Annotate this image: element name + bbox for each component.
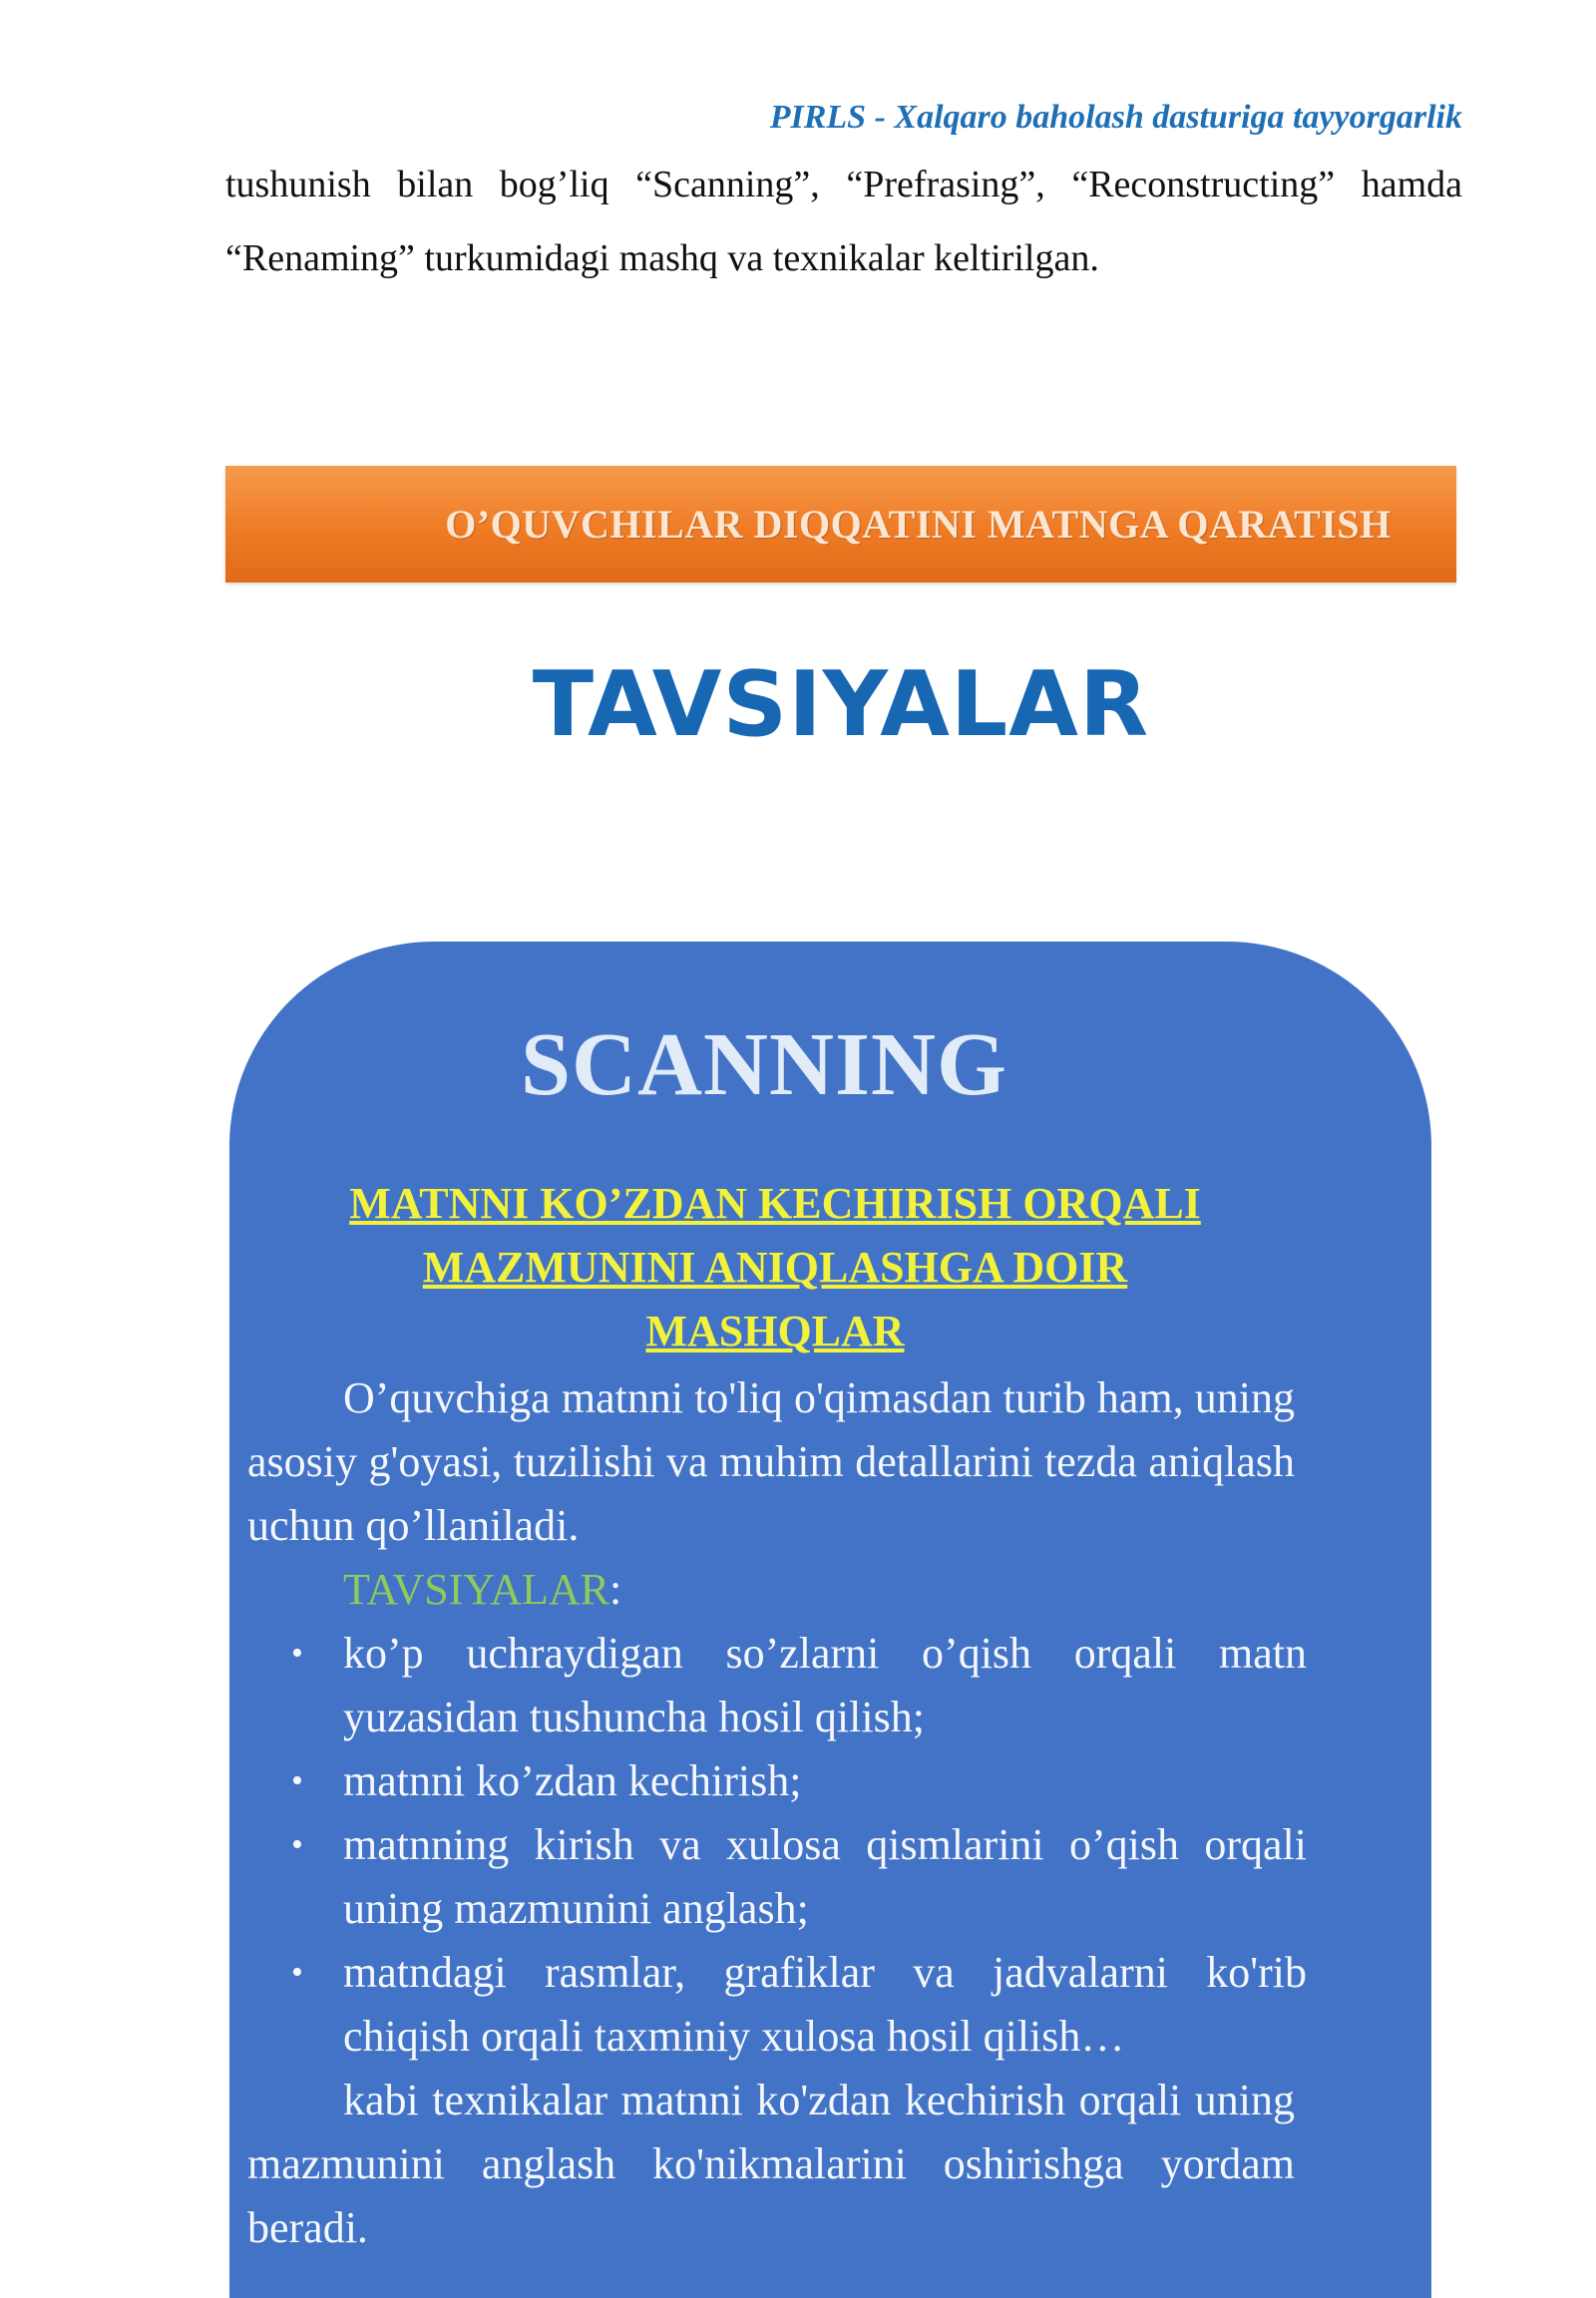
list-item-text: matnning kirish va xulosa qismlarini o’qish orqali uning mazmunini anglash; <box>343 1820 1307 1933</box>
subtitle-line: MASHQLAR <box>645 1307 905 1355</box>
bullet-icon: • <box>291 1826 303 1863</box>
bullet-icon: • <box>291 1762 303 1799</box>
list-item <box>247 1749 1307 1813</box>
list-item <box>247 1813 1307 1941</box>
scanning-title: SCANNING <box>520 1015 1008 1114</box>
recommendations-heading: TAVSIYALAR <box>532 652 1150 757</box>
recommendations-label-colon: : <box>609 1565 622 1614</box>
list-item <box>247 1941 1307 2069</box>
bullet-icon: • <box>291 1954 303 1991</box>
list-item <box>247 1622 1307 1749</box>
list-item-text: matndagi rasmlar, grafiklar va jadvalarni ko'rib chiqish orqali taxminiy xulosa hosil qilish… <box>343 1948 1307 2061</box>
subtitle-line: MAZMUNINI ANIQLASHGA DOIR <box>422 1243 1128 1292</box>
scanning-subtitle <box>261 1172 1289 1363</box>
recommendations-label <box>343 1558 621 1622</box>
recommendations-list <box>247 1622 1307 2069</box>
subtitle-line: MATNNI KO’ZDAN KECHIRISH ORQALI <box>349 1179 1201 1228</box>
list-item-text: ko’p uchraydigan so’zlarni o’qish orqali matn yuzasidan tushuncha hosil qilish; <box>343 1629 1307 1741</box>
intro-paragraph: tushunish bilan bog’liq “Scanning”, “Prefrasing”, “Reconstructing” hamda “Renaming” turkumidagi mashq va texnikalar keltirilgan. <box>225 164 1462 279</box>
closing-paragraph: kabi texnikalar matnni ko'zdan kechirish orqali uning mazmunini anglash ko'nikmalarini oshirishga yordam beradi. <box>247 2076 1295 2252</box>
section-banner-title: O’QUVCHILAR DIQQATINI MATNGA QARATISH <box>445 502 1392 547</box>
bullet-icon: • <box>291 1635 303 1672</box>
section-banner <box>225 466 1456 582</box>
scanning-description: O’quvchiga matnni to'liq o'qimasdan turib ham, uning asosiy g'oyasi, tuzilishi va muhim detallarini tezda aniqlash uchun qo’llaniladi. <box>247 1373 1295 1550</box>
running-header: PIRLS - Xalqaro baholash dasturiga tayyorgarlik <box>769 99 1462 136</box>
list-item-text: matnni ko’zdan kechirish; <box>343 1756 802 1805</box>
recommendations-label-text: TAVSIYALAR <box>343 1565 610 1614</box>
